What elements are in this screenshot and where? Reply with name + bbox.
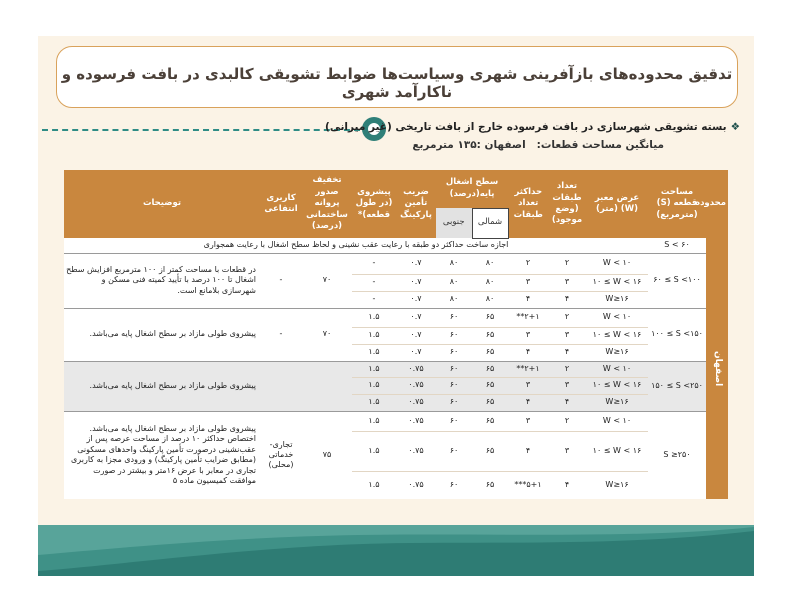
floors-cell: ۳ bbox=[548, 377, 586, 394]
area-cell: S ≥۲۵۰ bbox=[648, 411, 706, 499]
south-cell: ۸۰ bbox=[436, 253, 472, 274]
header-area: مساحت قطعه (S) (مترمربع) bbox=[648, 170, 706, 238]
setback-cell: - bbox=[352, 274, 396, 291]
setback-cell: ۱.۵ bbox=[352, 361, 396, 377]
use-cell bbox=[260, 361, 302, 411]
regulations-table bbox=[64, 170, 728, 499]
floors-cell: ۲ bbox=[548, 361, 586, 377]
floors-cell: ۴ bbox=[548, 394, 586, 411]
note-row-area: S < ۶۰ bbox=[648, 238, 706, 253]
max-floors-cell: ۴ bbox=[508, 394, 548, 411]
average-area-value: اصفهان :۱۳۵ مترمربع bbox=[412, 139, 526, 151]
notes-cell: در قطعات با مساحت کمتر از ۱۰۰ مترمربع افزایش سطح اشغال تا ۱۰۰ درصد با تأیید کمیته فنی مسکن و شهرسازی بلامانع است. bbox=[64, 253, 260, 308]
average-area-line bbox=[412, 139, 664, 151]
bullet-icon: ❖ bbox=[730, 121, 740, 133]
max-floors-cell: ۴ bbox=[508, 431, 548, 471]
floors-cell: ۲ bbox=[548, 411, 586, 431]
parking-cell: ۰.۷۵ bbox=[396, 361, 436, 377]
setback-cell: - bbox=[352, 291, 396, 308]
south-cell: ۶۰ bbox=[436, 327, 472, 344]
parking-cell: ۰.۷ bbox=[396, 291, 436, 308]
parking-cell: ۰.۷ bbox=[396, 308, 436, 327]
floors-cell: ۲ bbox=[548, 308, 586, 327]
south-cell: ۶۰ bbox=[436, 308, 472, 327]
north-cell: ۶۵ bbox=[472, 471, 508, 499]
south-cell: ۶۰ bbox=[436, 471, 472, 499]
floors-cell: ۴ bbox=[548, 291, 586, 308]
max-floors-cell: ۲+۱** bbox=[508, 361, 548, 377]
width-cell: ۱۰ ≤ W < ۱۶ bbox=[586, 274, 648, 291]
max-floors-cell: ۲ bbox=[508, 253, 548, 274]
north-cell: ۶۵ bbox=[472, 308, 508, 327]
setback-cell: ۱.۵ bbox=[352, 394, 396, 411]
table-row bbox=[64, 411, 728, 431]
area-cell: ۶۰ ≤ S <۱۰۰ bbox=[648, 253, 706, 308]
header-max-floors: حداکثر تعداد طبقات bbox=[508, 170, 548, 238]
setback-cell: ۱.۵ bbox=[352, 308, 396, 327]
header-notes: توضیحات bbox=[64, 170, 260, 238]
south-cell: ۸۰ bbox=[436, 274, 472, 291]
title-box bbox=[56, 46, 738, 108]
north-cell: ۸۰ bbox=[472, 274, 508, 291]
south-cell: ۶۰ bbox=[436, 344, 472, 361]
setback-cell: - bbox=[352, 253, 396, 274]
width-cell: ۱۰ ≤ W < ۱۶ bbox=[586, 377, 648, 394]
header-use: کاربری انتفاعی bbox=[260, 170, 302, 238]
discount-cell: ۷۰ bbox=[302, 253, 352, 308]
discount-cell: ۷۰ bbox=[302, 308, 352, 361]
header-north: شمالی bbox=[472, 208, 508, 238]
area-cell: ۱۵۰ ≤ S <۲۵۰ bbox=[648, 361, 706, 411]
zone-label: اصفهان bbox=[706, 238, 728, 499]
header-permit-discount: تخفیف صدور پروانه ساختمانی (درصد) bbox=[302, 170, 352, 238]
use-cell: تجاری- خدماتی (محلی) bbox=[260, 411, 302, 499]
north-cell: ۶۵ bbox=[472, 344, 508, 361]
bottom-wave-decoration bbox=[38, 525, 754, 576]
floors-cell: ۴ bbox=[548, 344, 586, 361]
average-area-label: میانگین مساحت قطعات: bbox=[536, 139, 664, 151]
parking-cell: ۰.۷ bbox=[396, 327, 436, 344]
dashed-divider bbox=[42, 129, 360, 131]
setback-cell: ۱.۵ bbox=[352, 344, 396, 361]
north-cell: ۸۰ bbox=[472, 253, 508, 274]
header-parking: ضریب تأمین پارکینگ bbox=[396, 170, 436, 238]
north-cell: ۶۵ bbox=[472, 394, 508, 411]
north-cell: ۶۵ bbox=[472, 327, 508, 344]
parking-cell: ۰.۷ bbox=[396, 344, 436, 361]
discount-cell: ۷۵ bbox=[302, 411, 352, 499]
south-cell: ۸۰ bbox=[436, 291, 472, 308]
header-setback: پیشروی (در طول قطعه)* bbox=[352, 170, 396, 238]
max-floors-cell: ۵+۱*** bbox=[508, 471, 548, 499]
width-cell: W≥۱۶ bbox=[586, 394, 648, 411]
south-cell: ۶۰ bbox=[436, 411, 472, 431]
width-cell: ۱۰ ≤ W < ۱۶ bbox=[586, 431, 648, 471]
setback-cell: ۱.۵ bbox=[352, 327, 396, 344]
header-zone: محدوده bbox=[706, 170, 728, 238]
width-cell: W≥۱۶ bbox=[586, 344, 648, 361]
floors-cell: ۳ bbox=[548, 274, 586, 291]
max-floors-cell: ۳ bbox=[508, 327, 548, 344]
width-cell: W≥۱۶ bbox=[586, 471, 648, 499]
max-floors-cell: ۴ bbox=[508, 291, 548, 308]
section-heading-text: بسته تشویقی شهرسازی در بافت فرسوده خارج از بافت تاریخی (غیر میرانی) bbox=[325, 121, 727, 133]
header-floors-existing: تعداد طبقات (وضع موجود) bbox=[548, 170, 586, 238]
max-floors-cell: ۲+۱** bbox=[508, 308, 548, 327]
max-floors-cell: ۳ bbox=[508, 411, 548, 431]
use-cell: - bbox=[260, 308, 302, 361]
max-floors-cell: ۳ bbox=[508, 377, 548, 394]
header-width: عرض معبر (W) (متر) bbox=[586, 170, 648, 238]
north-cell: ۶۵ bbox=[472, 411, 508, 431]
discount-cell bbox=[302, 361, 352, 411]
setback-cell: ۱.۵ bbox=[352, 377, 396, 394]
south-cell: ۶۰ bbox=[436, 361, 472, 377]
setback-cell: ۱.۵ bbox=[352, 411, 396, 431]
section-heading bbox=[325, 121, 740, 133]
parking-cell: ۰.۷ bbox=[396, 253, 436, 274]
setback-cell: ۱.۵ bbox=[352, 431, 396, 471]
floors-cell: ۳ bbox=[548, 431, 586, 471]
south-cell: ۶۰ bbox=[436, 377, 472, 394]
table-row bbox=[64, 361, 728, 377]
width-cell: W < ۱۰ bbox=[586, 411, 648, 431]
floors-cell: ۲ bbox=[548, 253, 586, 274]
floors-cell: ۴ bbox=[548, 471, 586, 499]
notes-cell: پیشروی طولی مازاد بر سطح اشغال پایه می‌باشد. bbox=[64, 308, 260, 361]
parking-cell: ۰.۷۵ bbox=[396, 394, 436, 411]
max-floors-cell: ۴ bbox=[508, 344, 548, 361]
parking-cell: ۰.۷۵ bbox=[396, 377, 436, 394]
notes-cell: پیشروی طولی مازاد بر سطح اشغال پایه می‌باشد. اختصاص حداکثر ۱۰ درصد از مساحت عرصه پس از عقب‌نشینی درصورت تأمین پارکینگ واحدهای مسکونی (مطابق ضرایب تأمین پارکینگ) و ورودی مجزا به کاربری تجاری در معابر با عرض ۱۶متر و بیشتر در صورت موافقت کمیسیون ماده ۵ bbox=[64, 411, 260, 499]
width-cell: W < ۱۰ bbox=[586, 361, 648, 377]
width-cell: W < ۱۰ bbox=[586, 308, 648, 327]
header-coverage: سطح اشغال پایه(درصد) bbox=[436, 170, 508, 208]
width-cell: W < ۱۰ bbox=[586, 253, 648, 274]
parking-cell: ۰.۷ bbox=[396, 274, 436, 291]
use-cell: - bbox=[260, 253, 302, 308]
parking-cell: ۰.۷۵ bbox=[396, 431, 436, 471]
area-cell: ۱۰۰ ≤ S <۱۵۰ bbox=[648, 308, 706, 361]
south-cell: ۶۰ bbox=[436, 394, 472, 411]
max-floors-cell: ۳ bbox=[508, 274, 548, 291]
page-title: تدقیق محدوده‌های بازآفرینی شهری وسیاست‌ها ضوابط تشویقی کالبدی در بافت فرسوده و ناکارآمد شهری bbox=[61, 65, 733, 101]
north-cell: ۸۰ bbox=[472, 291, 508, 308]
table-row bbox=[64, 308, 728, 327]
north-cell: ۶۵ bbox=[472, 377, 508, 394]
width-cell: W≥۱۶ bbox=[586, 291, 648, 308]
floors-cell: ۳ bbox=[548, 327, 586, 344]
note-row-text: اجازه ساخت حداکثر دو طبقه با رعایت عقب نشینی و لحاظ سطح اشغال با رعایت همجواری bbox=[64, 238, 648, 253]
notes-cell: پیشروی طولی مازاد بر سطح اشغال پایه می‌باشد. bbox=[64, 361, 260, 411]
north-cell: ۶۵ bbox=[472, 361, 508, 377]
north-cell: ۶۵ bbox=[472, 431, 508, 471]
width-cell: ۱۰ ≤ W < ۱۶ bbox=[586, 327, 648, 344]
parking-cell: ۰.۷۵ bbox=[396, 411, 436, 431]
table-row bbox=[64, 253, 728, 274]
setback-cell: ۱.۵ bbox=[352, 471, 396, 499]
south-cell: ۶۰ bbox=[436, 431, 472, 471]
header-south: جنوبی bbox=[436, 208, 472, 238]
parking-cell: ۰.۷۵ bbox=[396, 471, 436, 499]
